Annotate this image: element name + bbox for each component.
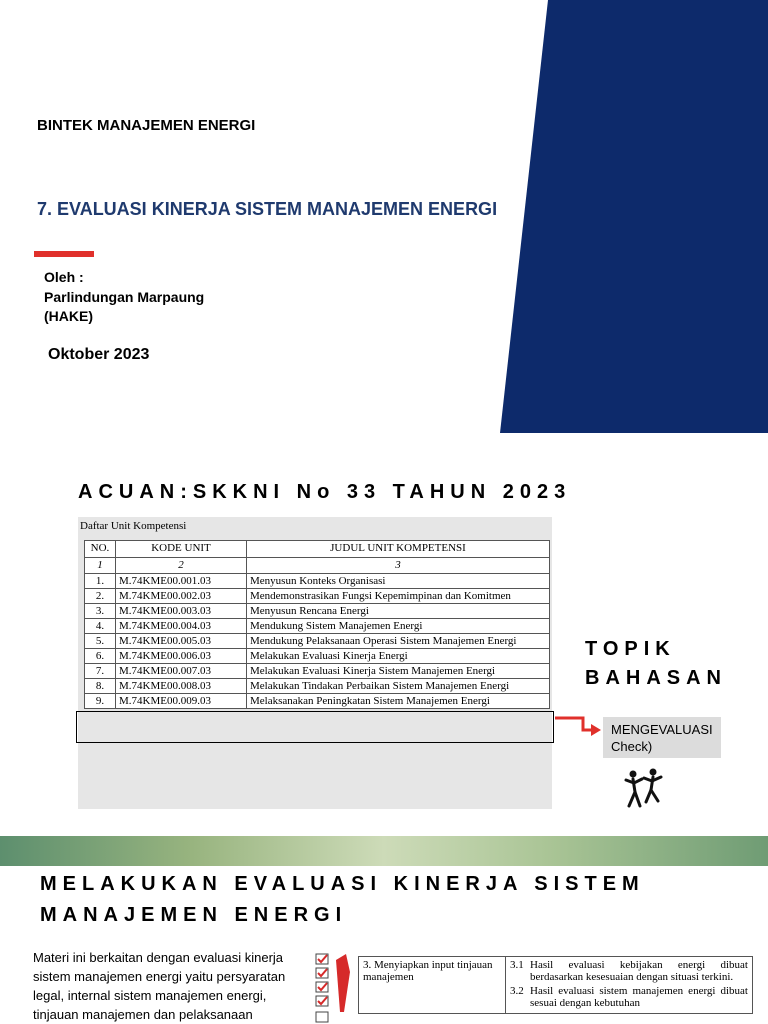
header-kode: KODE UNIT (116, 541, 247, 558)
section-title-line2: MANAJEMEN ENERGI (40, 904, 348, 926)
criteria-cell (506, 957, 753, 1014)
topic-label-line2: BAHASAN (585, 667, 727, 689)
subheader-1: 1 (85, 558, 116, 574)
row-kode: M.74KME00.005.03 (116, 634, 247, 649)
row-judul: Melakukan Evaluasi Kinerja Energi (247, 649, 550, 664)
red-arrow-icon (555, 714, 603, 738)
criteria-number: 3.2 (510, 985, 524, 997)
section-body-text: Materi ini berkaitan dengan evaluasi kinerja sistem manajemen energi yaitu persyaratan legal, internal sistem manajemen energi, tinjauan manajemen dan pelaksanaan (33, 950, 286, 1022)
row-no: 3. (85, 604, 116, 619)
reference-heading: ACUAN:SKKNI No 33 TAHUN 2023 (78, 481, 572, 503)
accent-bar (34, 251, 94, 257)
table-row (85, 634, 550, 649)
row-no: 4. (85, 619, 116, 634)
row-judul: Melaksanakan Peningkatan Sistem Manajemen Energi (247, 694, 550, 709)
highlight-box (76, 711, 554, 743)
slide-title: 7. EVALUASI KINERJA SISTEM MANAJEMEN ENERGI (37, 199, 498, 219)
topic-label-line1: TOPIK (585, 638, 676, 660)
element-cell: 3. Menyiapkan input tinjauan manajemen (359, 957, 506, 1014)
criteria-table (358, 956, 753, 1014)
table-caption: Daftar Unit Kompetensi (80, 520, 187, 532)
table-row (85, 619, 550, 634)
row-judul: Mendukung Sistem Manajemen Energi (247, 619, 550, 634)
row-judul: Melakukan Evaluasi Kinerja Sistem Manajemen Energi (247, 664, 550, 679)
decorative-band (0, 836, 768, 866)
table-subheader-row (85, 558, 550, 574)
header-judul: JUDUL UNIT KOMPETENSI (247, 541, 550, 558)
row-no: 8. (85, 679, 116, 694)
people-running-icon (622, 768, 666, 810)
row-judul: Menyusun Konteks Organisasi (247, 574, 550, 589)
subheader-3: 3 (247, 558, 550, 574)
section-title-line1: MELAKUKAN EVALUASI KINERJA SISTEM (40, 873, 645, 895)
row-judul: Melakukan Tindakan Perbaikan Sistem Manajemen Energi (247, 679, 550, 694)
criteria-number: 3.1 (510, 959, 524, 971)
row-kode: M.74KME00.004.03 (116, 619, 247, 634)
organization-label: BINTEK MANAJEMEN ENERGI (37, 117, 256, 134)
header-no: NO. (85, 541, 116, 558)
table-row (85, 694, 550, 709)
row-no: 2. (85, 589, 116, 604)
criteria-text: Hasil evaluasi kebijakan energi dibuat berdasarkan kesesuaian dengan situasi terkini. (530, 959, 748, 983)
table-row (85, 604, 550, 619)
row-kode: M.74KME00.006.03 (116, 649, 247, 664)
table-row (359, 957, 753, 1014)
table-row (85, 574, 550, 589)
row-kode: M.74KME00.008.03 (116, 679, 247, 694)
row-kode: M.74KME00.007.03 (116, 664, 247, 679)
row-no: 7. (85, 664, 116, 679)
row-no: 6. (85, 649, 116, 664)
row-kode: M.74KME00.002.03 (116, 589, 247, 604)
criteria-table-wrapper (358, 956, 753, 1024)
competency-table (84, 540, 550, 709)
row-no: 5. (85, 634, 116, 649)
row-judul: Mendemonstrasikan Fungsi Kepemimpinan dan Komitmen (247, 589, 550, 604)
row-kode: M.74KME00.003.03 (116, 604, 247, 619)
author-label: Oleh : (44, 269, 84, 285)
table-row (85, 679, 550, 694)
presentation-date: Oktober 2023 (48, 346, 150, 363)
row-judul: Mendukung Pelaksanaan Operasi Sistem Manajemen Energi (247, 634, 550, 649)
title-slide (0, 0, 768, 440)
decorative-blue-shape (500, 0, 768, 433)
callout-line1: MENGEVALUASI (611, 722, 713, 737)
subheader-2: 2 (116, 558, 247, 574)
author-name: Parlindungan Marpaung (44, 289, 205, 305)
checklist-icon (310, 952, 354, 1024)
table-row-highlighted (85, 664, 550, 679)
table-row (85, 589, 550, 604)
author-organization: (HAKE) (44, 308, 93, 324)
callout-line2: Check) (611, 739, 653, 754)
criteria-item (510, 959, 748, 983)
table-row (85, 649, 550, 664)
table-header-row (85, 541, 550, 558)
row-kode: M.74KME00.001.03 (116, 574, 247, 589)
row-no: 9. (85, 694, 116, 709)
row-kode: M.74KME00.009.03 (116, 694, 247, 709)
criteria-item (510, 985, 748, 1009)
criteria-text: Hasil evaluasi sistem manajemen energi dibuat sesuai dengan kebutuhan (530, 985, 748, 1009)
row-no: 1. (85, 574, 116, 589)
check-callout (603, 717, 721, 758)
row-judul: Menyusun Rencana Energi (247, 604, 550, 619)
